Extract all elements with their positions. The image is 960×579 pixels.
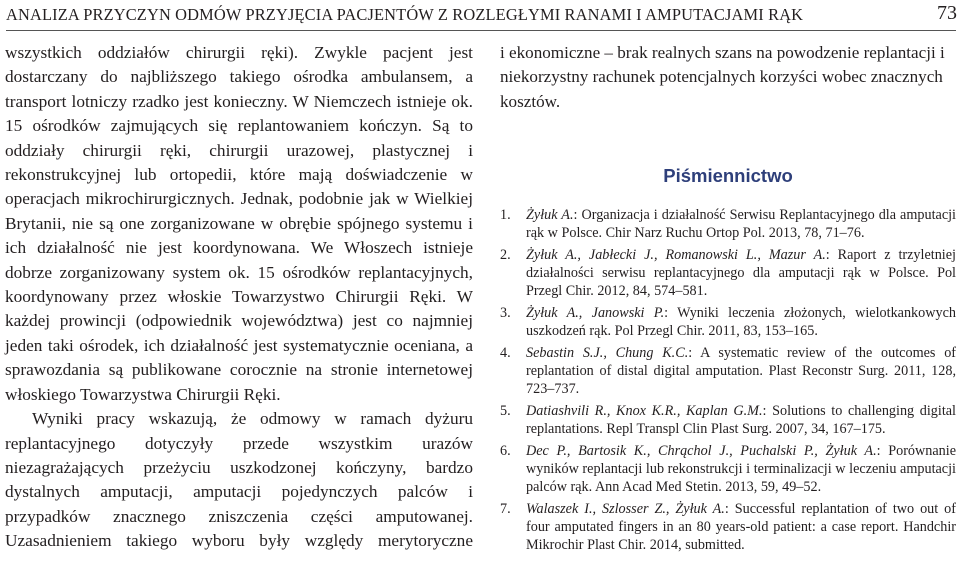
reference-number: 3. — [500, 305, 511, 322]
reference-text — [526, 442, 956, 496]
reference-text — [526, 304, 956, 340]
reference-authors: Żyłuk A. — [526, 207, 574, 224]
page-header — [0, 0, 960, 34]
reference-citation: : Wyniki leczenia złożonych, wielotkankowych uszkodzeń rąk. Pol Przegl Chir. 2011, 83, 153–165. — [526, 305, 956, 340]
body-paragraph-2: Wyniki pracy wskazują, że odmowy w ramach dyżuru replantacyjnego dotyczyły przede wszystkim urazów niezagrażających przeżyciu uszkodzonej kończyny, bardzo dystalnych amputacji, amputacji pojedynczych palców i przypadków znacznego zniszczenia części amputowanej. Uzasadnieniem takiego wyboru były względy merytoryczne — [5, 409, 473, 551]
reference-item — [500, 442, 956, 496]
reference-citation: : Porównanie wyników replantacji lub rekonstrukcji i terminalizacji w leczeniu amputacji palców rąk. Ann Acad Med Stetin. 2013, 59, 49–52. — [526, 443, 956, 496]
reference-authors: Sebastin S.J., Chung K.C. — [526, 345, 689, 362]
header-divider — [6, 30, 956, 31]
reference-list — [500, 206, 956, 554]
body-paragraph-continued: i ekonomiczne – brak realnych szans na powodzenie replantacji i niekorzystny rachunek potencjalnych korzyści wobec znacznych kosztów. — [500, 43, 945, 111]
reference-number: 2. — [500, 247, 511, 264]
reference-item — [500, 304, 956, 340]
reference-authors: Żyłuk A., Janowski P. — [526, 305, 665, 322]
reference-item — [500, 402, 956, 438]
left-column — [5, 41, 473, 554]
bibliography-heading: Piśmiennictwo — [663, 165, 793, 187]
page-number: 73 — [937, 2, 957, 24]
reference-item — [500, 246, 956, 300]
reference-text — [526, 206, 956, 242]
reference-text — [526, 402, 956, 438]
reference-authors: Żyłuk A., Jabłecki J., Romanowski L., Mazur A. — [526, 247, 826, 264]
reference-number: 5. — [500, 403, 511, 420]
reference-citation: : A systematic review of the outcomes of replantation of distal digital amputation. Plast Reconstr Surg. 2011, 128, 723–737. — [526, 345, 957, 398]
reference-citation: : Organizacja i działalność Serwisu Replantacyjnego dla amputacji rąk w Polsce. Chir Narz Ruchu Ortop Pol. 2013, 78, 71–76. — [526, 207, 956, 242]
reference-text — [526, 246, 956, 300]
reference-item — [500, 500, 956, 554]
reference-citation: : Raport z trzyletniej działalności serwisu replantacyjnego dla amputacji rąk w Polsce. Pol Przegl Chir. 2012, 84, 574–581. — [526, 247, 956, 300]
reference-item — [500, 344, 956, 398]
reference-citation: : Solutions to challenging digital replantations. Repl Transpl Clin Plast Surg. 2007, 34, 167–175. — [526, 403, 956, 438]
reference-text — [526, 344, 956, 398]
reference-text — [526, 500, 956, 554]
reference-item — [500, 206, 956, 242]
running-title: ANALIZA PRZYCZYN ODMÓW PRZYJĘCIA PACJENTÓW Z ROZLEGŁYMI RANAMI I AMPUTACJAMI RĄK — [6, 5, 804, 24]
reference-authors: Dec P., Bartosik K., Chrąchol J., Puchalski P., Żyłuk A. — [526, 443, 877, 460]
reference-number: 4. — [500, 345, 511, 362]
reference-number: 1. — [500, 207, 511, 224]
reference-citation: : Successful replantation of two out of four amputated fingers in an 80 years-old patient: a case report. Handchir Mikrochir Plast Chir. 2014, submitted. — [526, 501, 956, 554]
reference-number: 6. — [500, 443, 511, 460]
reference-authors: Walaszek I., Szlosser Z., Żyłuk A. — [526, 501, 725, 518]
reference-number: 7. — [500, 501, 511, 518]
body-paragraph-1: wszystkich oddziałów chirurgii ręki). Zwykle pacjent jest dostarczany do najbliższego takiego ośrodka ambulansem, a transport lotniczy rzadko jest konieczny. W Niemczech istnieje ok. 15 ośrodków zajmujących się replantowaniem kończyn. Są to oddziały chirurgii ręki, chirurgii urazowej, plastycznej i rekonstrukcyjnej lub ortopedii, które mają doświadczenie w operacjach mikrochirurgicznych. Jednak, podobnie jak w Wielkiej Brytanii, nie są one zorganizowane w obrębie spójnego systemu i ich działalność nie jest koordynowana. We Włoszech istnieje dobrze zorganizowany system ok. 15 ośrodków replantacyjnych, koordynowany przez włoskie Towarzystwo Chirurgii Ręki. W każdej prowincji (odpowiednik województwa) jest co najmniej jeden taki ośrodek, ich działalność jest systematycznie oceniana, a sprawozdania są publikowane corocznie na stronie internetowej włoskiego Towarzystwa Chirurgii Ręki. — [5, 43, 473, 404]
right-column — [500, 41, 956, 558]
reference-authors: Datiashvili R., Knox K.R., Kaplan G.M. — [526, 403, 763, 420]
